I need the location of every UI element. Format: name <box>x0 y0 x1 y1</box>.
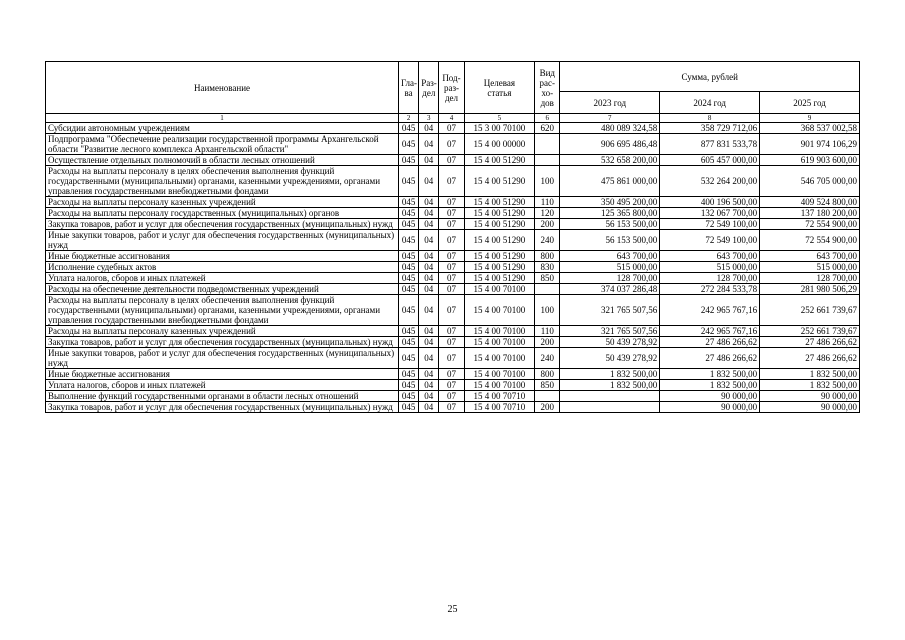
cell-glava: 045 <box>399 369 419 380</box>
table-row <box>46 208 860 219</box>
table-row <box>46 326 860 337</box>
cell-sum-2023: 125 365 800,00 <box>560 208 660 219</box>
cell-glava: 045 <box>399 262 419 273</box>
cell-razdel: 04 <box>419 380 439 391</box>
cell-sum-2024: 27 486 266,62 <box>660 337 760 348</box>
header-statya: Целевая статья <box>464 62 535 114</box>
cell-podrazdel: 07 <box>439 166 464 197</box>
cell-sum-2025: 252 661 739,67 <box>760 295 860 326</box>
table-row <box>46 369 860 380</box>
cell-podrazdel: 07 <box>439 262 464 273</box>
cell-glava: 045 <box>399 348 419 369</box>
cell-sum-2024: 132 067 700,00 <box>660 208 760 219</box>
cell-statya: 15 4 00 70100 <box>464 369 535 380</box>
cell-sum-2025: 90 000,00 <box>760 391 860 402</box>
cell-glava: 045 <box>399 295 419 326</box>
cell-sum-2023: 906 695 486,48 <box>560 134 660 155</box>
cell-glava: 045 <box>399 337 419 348</box>
table-row <box>46 295 860 326</box>
cell-sum-2023: 50 439 278,92 <box>560 348 660 369</box>
cell-statya: 15 4 00 70100 <box>464 326 535 337</box>
column-index: 8 <box>660 114 760 123</box>
cell-sum-2023: 1 832 500,00 <box>560 380 660 391</box>
cell-sum-2023: 480 089 324,58 <box>560 123 660 134</box>
cell-sum-2025: 128 700,00 <box>760 273 860 284</box>
table-row <box>46 134 860 155</box>
cell-sum-2023 <box>560 402 660 413</box>
cell-razdel: 04 <box>419 295 439 326</box>
cell-razdel: 04 <box>419 262 439 273</box>
cell-sum-2024: 1 832 500,00 <box>660 369 760 380</box>
cell-glava: 045 <box>399 326 419 337</box>
cell-vid: 240 <box>535 348 560 369</box>
cell-podrazdel: 07 <box>439 197 464 208</box>
cell-sum-2025: 1 832 500,00 <box>760 369 860 380</box>
cell-sum-2023: 643 700,00 <box>560 251 660 262</box>
cell-sum-2025: 515 000,00 <box>760 262 860 273</box>
cell-sum-2024: 90 000,00 <box>660 391 760 402</box>
cell-podrazdel: 07 <box>439 284 464 295</box>
cell-glava: 045 <box>399 166 419 197</box>
table-row <box>46 251 860 262</box>
cell-sum-2023: 374 037 286,48 <box>560 284 660 295</box>
cell-sum-2023: 56 153 500,00 <box>560 219 660 230</box>
column-index: 2 <box>399 114 419 123</box>
cell-name: Закупка товаров, работ и услуг для обеспечения государственных (муниципальных) нужд <box>46 219 399 230</box>
table-row <box>46 197 860 208</box>
table-row <box>46 273 860 284</box>
cell-sum-2024: 242 965 767,16 <box>660 326 760 337</box>
cell-sum-2024: 643 700,00 <box>660 251 760 262</box>
cell-podrazdel: 07 <box>439 369 464 380</box>
cell-statya: 15 4 00 51290 <box>464 155 535 166</box>
cell-sum-2025: 27 486 266,62 <box>760 337 860 348</box>
cell-statya: 15 4 00 70100 <box>464 337 535 348</box>
cell-podrazdel: 07 <box>439 391 464 402</box>
cell-sum-2025: 368 537 002,58 <box>760 123 860 134</box>
cell-glava: 045 <box>399 208 419 219</box>
cell-podrazdel: 07 <box>439 123 464 134</box>
cell-sum-2025: 1 832 500,00 <box>760 380 860 391</box>
cell-sum-2025: 72 554 900,00 <box>760 219 860 230</box>
cell-vid <box>535 284 560 295</box>
table-row <box>46 166 860 197</box>
cell-glava: 045 <box>399 284 419 295</box>
cell-sum-2023: 350 495 200,00 <box>560 197 660 208</box>
cell-statya: 15 4 00 70100 <box>464 284 535 295</box>
cell-name: Закупка товаров, работ и услуг для обеспечения государственных (муниципальных) нужд <box>46 402 399 413</box>
cell-sum-2024: 72 549 100,00 <box>660 230 760 251</box>
cell-statya: 15 4 00 70100 <box>464 380 535 391</box>
cell-name: Исполнение судебных актов <box>46 262 399 273</box>
cell-sum-2025: 619 903 600,00 <box>760 155 860 166</box>
cell-name: Уплата налогов, сборов и иных платежей <box>46 380 399 391</box>
table-row <box>46 284 860 295</box>
cell-sum-2023: 321 765 507,56 <box>560 295 660 326</box>
cell-name: Расходы на выплаты персоналу в целях обеспечения выполнения функций государственными (муниципальными) органами, казенными учреждениями, органами управления государственными внебюджетными фондами <box>46 166 399 197</box>
cell-statya: 15 4 00 51290 <box>464 219 535 230</box>
header-name: Наименование <box>46 62 399 114</box>
cell-sum-2024: 358 729 712,06 <box>660 123 760 134</box>
cell-sum-2024: 605 457 000,00 <box>660 155 760 166</box>
cell-statya: 15 4 00 70100 <box>464 348 535 369</box>
cell-podrazdel: 07 <box>439 251 464 262</box>
cell-razdel: 04 <box>419 197 439 208</box>
cell-vid: 830 <box>535 262 560 273</box>
table-header <box>46 62 860 123</box>
cell-sum-2023 <box>560 391 660 402</box>
cell-name: Закупка товаров, работ и услуг для обеспечения государственных (муниципальных) нужд <box>46 337 399 348</box>
cell-sum-2025: 72 554 900,00 <box>760 230 860 251</box>
cell-sum-2024: 72 549 100,00 <box>660 219 760 230</box>
cell-statya: 15 4 00 51290 <box>464 273 535 284</box>
cell-razdel: 04 <box>419 155 439 166</box>
cell-vid: 850 <box>535 273 560 284</box>
table-row <box>46 219 860 230</box>
column-index: 5 <box>464 114 535 123</box>
column-index-row <box>46 114 860 123</box>
column-index: 7 <box>560 114 660 123</box>
cell-podrazdel: 07 <box>439 155 464 166</box>
cell-razdel: 04 <box>419 123 439 134</box>
cell-sum-2023: 1 832 500,00 <box>560 369 660 380</box>
cell-podrazdel: 07 <box>439 402 464 413</box>
table-row <box>46 155 860 166</box>
cell-name: Расходы на выплаты персоналу государственных (муниципальных) органов <box>46 208 399 219</box>
page-number: 25 <box>447 604 458 615</box>
cell-vid: 800 <box>535 369 560 380</box>
cell-razdel: 04 <box>419 348 439 369</box>
cell-sum-2023: 532 658 200,00 <box>560 155 660 166</box>
cell-podrazdel: 07 <box>439 348 464 369</box>
table-row <box>46 402 860 413</box>
cell-glava: 045 <box>399 230 419 251</box>
cell-sum-2024: 27 486 266,62 <box>660 348 760 369</box>
cell-statya: 15 4 00 51290 <box>464 197 535 208</box>
cell-sum-2025: 281 980 506,29 <box>760 284 860 295</box>
cell-sum-2024: 532 264 200,00 <box>660 166 760 197</box>
column-index: 3 <box>419 114 439 123</box>
cell-vid: 200 <box>535 219 560 230</box>
cell-vid: 100 <box>535 166 560 197</box>
cell-glava: 045 <box>399 402 419 413</box>
cell-statya: 15 4 00 70710 <box>464 391 535 402</box>
cell-sum-2025: 901 974 106,29 <box>760 134 860 155</box>
cell-sum-2024: 128 700,00 <box>660 273 760 284</box>
cell-sum-2024: 400 196 500,00 <box>660 197 760 208</box>
cell-name: Осуществление отдельных полномочий в области лесных отношений <box>46 155 399 166</box>
cell-name: Иные закупки товаров, работ и услуг для обеспечения государственных (муниципальных) нужд <box>46 230 399 251</box>
cell-razdel: 04 <box>419 326 439 337</box>
cell-glava: 045 <box>399 273 419 284</box>
header-year-2023: 2023 год <box>560 92 660 114</box>
cell-name: Иные бюджетные ассигнования <box>46 369 399 380</box>
cell-sum-2025: 409 524 800,00 <box>760 197 860 208</box>
cell-vid: 620 <box>535 123 560 134</box>
cell-statya: 15 4 00 70710 <box>464 402 535 413</box>
cell-vid: 850 <box>535 380 560 391</box>
cell-vid: 110 <box>535 197 560 208</box>
cell-name: Субсидии автономным учреждениям <box>46 123 399 134</box>
cell-podrazdel: 07 <box>439 273 464 284</box>
column-index: 1 <box>46 114 399 123</box>
cell-razdel: 04 <box>419 369 439 380</box>
cell-name: Выполнение функций государственными органами в области лесных отношений <box>46 391 399 402</box>
cell-razdel: 04 <box>419 208 439 219</box>
cell-sum-2023: 515 000,00 <box>560 262 660 273</box>
cell-podrazdel: 07 <box>439 134 464 155</box>
cell-vid: 200 <box>535 402 560 413</box>
cell-sum-2025: 643 700,00 <box>760 251 860 262</box>
table-row <box>46 230 860 251</box>
cell-sum-2025: 90 000,00 <box>760 402 860 413</box>
cell-name: Подпрограмма "Обеспечение реализации государственной программы Архангельской области "Развитие лесного комплекса Архангельской области" <box>46 134 399 155</box>
table-row <box>46 262 860 273</box>
cell-sum-2023: 50 439 278,92 <box>560 337 660 348</box>
cell-razdel: 04 <box>419 219 439 230</box>
cell-statya: 15 4 00 51290 <box>464 251 535 262</box>
table-row <box>46 337 860 348</box>
cell-podrazdel: 07 <box>439 337 464 348</box>
cell-name: Расходы на выплаты персоналу в целях обеспечения выполнения функций государственными (муниципальными) органами, казенными учреждениями, органами управления государственными внебюджетными фондами <box>46 295 399 326</box>
cell-sum-2024: 1 832 500,00 <box>660 380 760 391</box>
cell-statya: 15 4 00 00000 <box>464 134 535 155</box>
cell-vid <box>535 391 560 402</box>
cell-podrazdel: 07 <box>439 326 464 337</box>
cell-sum-2023: 475 861 000,00 <box>560 166 660 197</box>
cell-statya: 15 4 00 70100 <box>464 295 535 326</box>
cell-sum-2024: 515 000,00 <box>660 262 760 273</box>
column-index: 9 <box>760 114 860 123</box>
cell-sum-2025: 137 180 200,00 <box>760 208 860 219</box>
cell-razdel: 04 <box>419 251 439 262</box>
cell-vid: 800 <box>535 251 560 262</box>
cell-razdel: 04 <box>419 273 439 284</box>
cell-vid: 110 <box>535 326 560 337</box>
cell-name: Иные закупки товаров, работ и услуг для обеспечения государственных (муниципальных) нужд <box>46 348 399 369</box>
table-row <box>46 380 860 391</box>
header-year-2025: 2025 год <box>760 92 860 114</box>
cell-name: Иные бюджетные ассигнования <box>46 251 399 262</box>
cell-statya: 15 4 00 51290 <box>464 230 535 251</box>
cell-sum-2023: 56 153 500,00 <box>560 230 660 251</box>
cell-podrazdel: 07 <box>439 230 464 251</box>
cell-sum-2024: 877 831 533,78 <box>660 134 760 155</box>
header-vid: Вид рас- хо- дов <box>535 62 560 114</box>
cell-vid: 200 <box>535 337 560 348</box>
cell-statya: 15 3 00 70100 <box>464 123 535 134</box>
cell-podrazdel: 07 <box>439 295 464 326</box>
cell-sum-2023: 128 700,00 <box>560 273 660 284</box>
table-row <box>46 348 860 369</box>
table-body <box>46 123 860 413</box>
budget-table <box>45 61 860 413</box>
header-summa: Сумма, рублей <box>560 62 860 92</box>
cell-razdel: 04 <box>419 284 439 295</box>
cell-razdel: 04 <box>419 337 439 348</box>
cell-glava: 045 <box>399 134 419 155</box>
cell-sum-2023: 321 765 507,56 <box>560 326 660 337</box>
cell-podrazdel: 07 <box>439 208 464 219</box>
cell-sum-2024: 272 284 533,78 <box>660 284 760 295</box>
cell-glava: 045 <box>399 380 419 391</box>
cell-statya: 15 4 00 51290 <box>464 262 535 273</box>
cell-glava: 045 <box>399 155 419 166</box>
cell-podrazdel: 07 <box>439 219 464 230</box>
header-podrazdel: Под- раз- дел <box>439 62 464 114</box>
cell-vid <box>535 134 560 155</box>
header-razdel: Раз- дел <box>419 62 439 114</box>
cell-glava: 045 <box>399 219 419 230</box>
cell-razdel: 04 <box>419 134 439 155</box>
header-year-2024: 2024 год <box>660 92 760 114</box>
cell-glava: 045 <box>399 251 419 262</box>
cell-sum-2024: 242 965 767,16 <box>660 295 760 326</box>
cell-razdel: 04 <box>419 230 439 251</box>
cell-name: Расходы на выплаты персоналу казенных учреждений <box>46 326 399 337</box>
cell-glava: 045 <box>399 197 419 208</box>
cell-razdel: 04 <box>419 166 439 197</box>
cell-sum-2025: 27 486 266,62 <box>760 348 860 369</box>
cell-sum-2025: 252 661 739,67 <box>760 326 860 337</box>
column-index: 4 <box>439 114 464 123</box>
table-row <box>46 123 860 134</box>
document-page <box>45 61 860 413</box>
cell-vid: 100 <box>535 295 560 326</box>
cell-glava: 045 <box>399 123 419 134</box>
cell-name: Уплата налогов, сборов и иных платежей <box>46 273 399 284</box>
cell-sum-2024: 90 000,00 <box>660 402 760 413</box>
column-index: 6 <box>535 114 560 123</box>
cell-name: Расходы на обеспечение деятельности подведомственных учреждений <box>46 284 399 295</box>
cell-razdel: 04 <box>419 402 439 413</box>
cell-vid <box>535 155 560 166</box>
cell-podrazdel: 07 <box>439 380 464 391</box>
cell-vid: 120 <box>535 208 560 219</box>
table-row <box>46 391 860 402</box>
cell-sum-2025: 546 705 000,00 <box>760 166 860 197</box>
cell-statya: 15 4 00 51290 <box>464 166 535 197</box>
cell-vid: 240 <box>535 230 560 251</box>
cell-glava: 045 <box>399 391 419 402</box>
cell-razdel: 04 <box>419 391 439 402</box>
cell-statya: 15 4 00 51290 <box>464 208 535 219</box>
header-glava: Гла- ва <box>399 62 419 114</box>
cell-name: Расходы на выплаты персоналу казенных учреждений <box>46 197 399 208</box>
